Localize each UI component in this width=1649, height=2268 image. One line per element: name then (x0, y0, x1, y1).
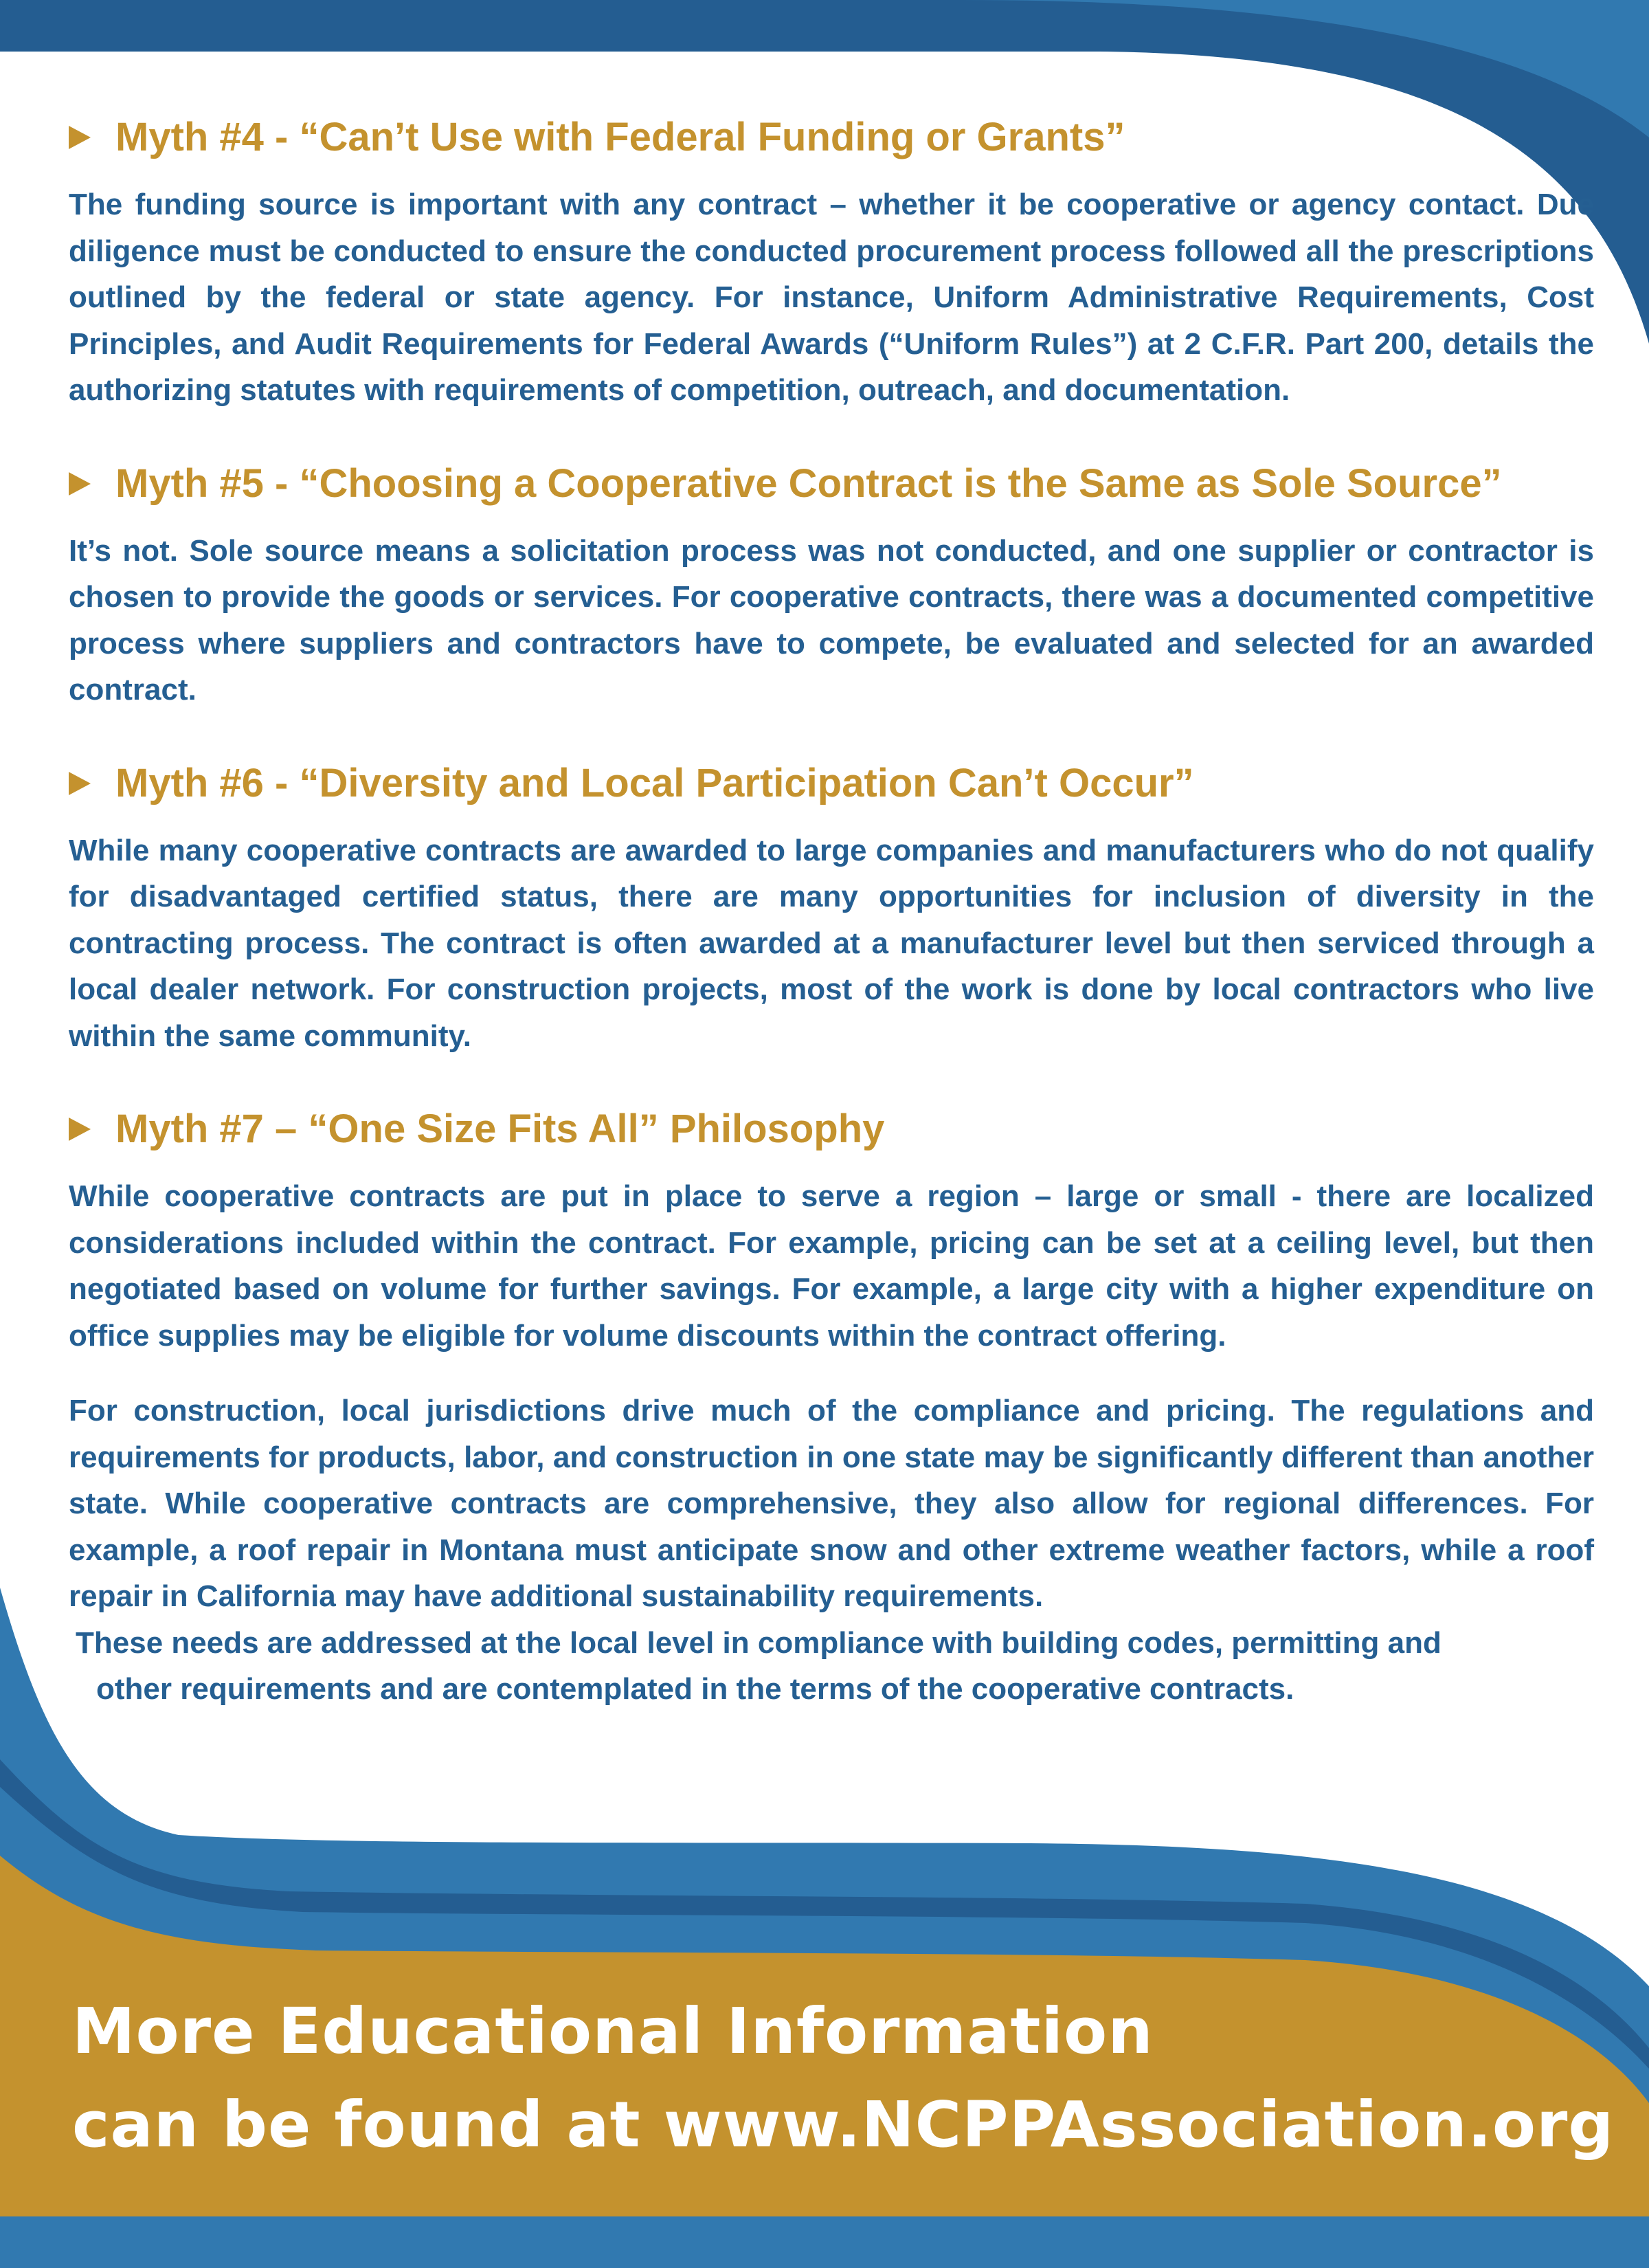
footer-line-1: More Educational Information (72, 1994, 1154, 2068)
myth-4-section (69, 110, 1594, 414)
myths-content (69, 110, 1594, 1713)
myth-6-section (69, 756, 1594, 1060)
myth-6-heading (69, 756, 1594, 811)
myth-5-title: Myth #5 - “Choosing a Cooperative Contract is the Same as Sole Source” (115, 460, 1502, 506)
myth-4-heading (69, 110, 1594, 165)
myth-4-paragraph: The funding source is important with any contract – whether it be cooperative or agency contact. Due diligence must be conducted to ensure the conducted procurement process followed all the prescriptions outlined by the federal or state agency. For instance, Uniform Administrative Requirements, Cost Principles, and Audit Requirements for Federal Awards (“Uniform Rules”) at 2 C.F.R. Part 200, details the authorizing statutes with requirements of competition, outreach, and documentation. (69, 188, 1594, 407)
myth-7-paragraph-2-line-b: other requirements and are contemplated in the terms of the cooperative contracts. (96, 1672, 1294, 1706)
myth-7-paragraph-1: While cooperative contracts are put in place to serve a region – large or small - there are localized considerations included within the contract. For example, pricing can be set at a ceiling level, but then negotiated based on volume for further savings. For example, a large city with a higher expenditure on office supplies may be eligible for volume discounts within the contract offering. (69, 1179, 1594, 1353)
myth-6-title: Myth #6 - “Diversity and Local Participation Can’t Occur” (115, 760, 1194, 805)
play-triangle-icon (69, 772, 91, 795)
bottom-blue-strip (0, 2216, 1649, 2268)
myth-7-section (69, 1102, 1594, 1713)
myth-7-paragraph-2 (69, 1388, 1594, 1713)
footer-line-2: can be found at www.NCPPAssociation.org (72, 2088, 1615, 2161)
play-triangle-icon (69, 126, 91, 149)
play-triangle-icon (69, 472, 91, 496)
myth-7-paragraph-2-text: For construction, local jurisdictions drive much of the compliance and pricing. The regulations and requirements for products, labor, and construction in one state may be significantly different than another state. While cooperative contracts are comprehensive, they also allow for regional differences. For example, a roof repair in Montana must anticipate snow and other extreme weather factors, while a roof repair in California may have additional sustainability requirements. (69, 1394, 1594, 1613)
myth-6-paragraph: While many cooperative contracts are awarded to large companies and manufacturers who do not qualify for disadvantaged certified status, there are many opportunities for inclusion of diversity in the contracting process. The contract is often awarded at a manufacturer level but then serviced through a local dealer network. For construction projects, most of the work is done by local contractors who live within the same community. (69, 833, 1594, 1053)
myth-7-title: Myth #7 – “One Size Fits All” Philosophy (115, 1107, 885, 1151)
footer-banner (72, 1985, 1614, 2172)
play-triangle-icon (69, 1118, 91, 1141)
myth-7-paragraph-2-line-a: These needs are addressed at the local level in compliance with building codes, permitting and (76, 1625, 1442, 1660)
myth-5-paragraph: It’s not. Sole source means a solicitation process was not conducted, and one supplier or contractor is chosen to provide the goods or services. For cooperative contracts, there was a documented competitive process where suppliers and contractors have to compete, be evaluated and selected for an awarded contract. (69, 533, 1594, 707)
myth-7-heading (69, 1102, 1594, 1157)
myth-4-title: Myth #4 - “Can’t Use with Federal Funding or Grants” (115, 115, 1125, 159)
myth-5-section (69, 456, 1594, 713)
myth-5-heading (69, 456, 1594, 511)
